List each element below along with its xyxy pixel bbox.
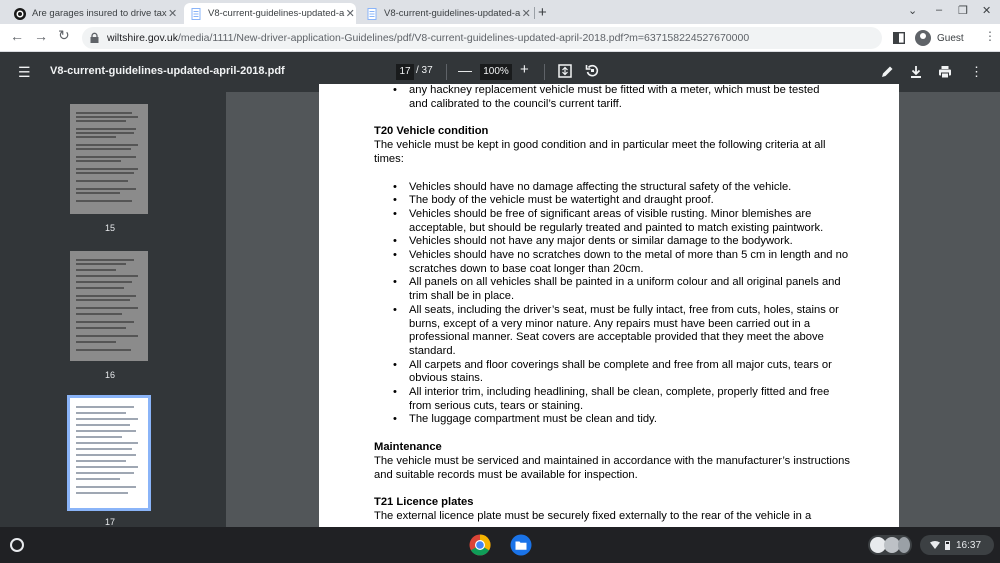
clock: 16:37 [956, 539, 982, 551]
thumbnail-label: 16 [104, 370, 115, 380]
thumbnail-label: 17 [104, 517, 115, 527]
list-item: • Vehicles should not have any major dents or similar damage to the bodywork. [409, 235, 854, 249]
close-tab-icon[interactable]: ✕ [521, 8, 531, 20]
pdf-filename: V8-current-guidelines-updated-april-2018.pdf [50, 65, 285, 77]
print-icon[interactable] [938, 65, 952, 79]
list-item: • Vehicles should be free of significant areas of visible rusting. Minor blemishes are acceptable, but should be regularly treated and painted to match existing paintwork. [409, 208, 854, 235]
page-number-input[interactable]: 17 [396, 64, 414, 80]
toolbar-divider [446, 64, 447, 80]
section-heading-maintenance: Maintenance [374, 441, 442, 454]
thumbnail-label: 15 [104, 223, 115, 233]
wifi-icon [930, 541, 940, 549]
hamburger-icon[interactable]: ☰ [18, 64, 31, 80]
document-favicon-icon [366, 8, 378, 20]
list-item: • The body of the vehicle must be watertight and draught proof. [409, 194, 854, 208]
list-item: • any hackney replacement vehicle must be fitted with a meter, which must be tested and calibrated to the council’s current tariff. [409, 84, 854, 111]
list-item: • All seats, including the driver’s seat, must be fully intact, free from cuts, holes, stains or burns, except of a very minor nature. Any repairs must have been carried out in a professional manner. Seat covers are acceptable provided that they meet the above standard. [409, 304, 854, 359]
files-app-icon[interactable] [510, 534, 532, 556]
more-vert-icon[interactable]: ⋮ [970, 64, 983, 79]
section-body-maintenance: The vehicle must be serviced and maintained in accordance with the manufacturer’s instructions and suitable records must be available for inspection. [374, 454, 850, 481]
close-tab-icon[interactable]: ✕ [345, 8, 355, 20]
bing-favicon-icon [14, 8, 26, 20]
close-tab-icon[interactable]: ✕ [168, 8, 178, 20]
more-vert-icon[interactable]: ⋮ [984, 29, 996, 43]
forward-icon[interactable]: → [34, 28, 48, 44]
tab-title: Are garages insured to drive tax [32, 8, 167, 19]
url-path: /media/1111/New-driver-application-Guidelines/pdf/V8-current-guidelines-updated-april-2018.pdf?m=637158224527670000 [178, 32, 750, 44]
zoom-in-icon[interactable]: + [520, 61, 529, 78]
section-heading-t21: T21 Licence plates [374, 496, 474, 509]
reload-icon[interactable]: ↻ [58, 27, 70, 43]
minimize-icon[interactable]: – [936, 4, 943, 16]
page-content [374, 84, 854, 524]
back-icon[interactable]: ← [10, 28, 24, 44]
page-count: / 37 [416, 65, 433, 76]
browser-toolbar [0, 24, 1000, 52]
toolbar-divider [544, 64, 545, 80]
page-thumbnail-16[interactable] [70, 251, 148, 361]
intro-bullet-list [374, 84, 854, 111]
tab-title: V8-current-guidelines-updated-a [384, 8, 521, 19]
side-panel-icon[interactable] [893, 32, 905, 44]
list-item: • All panels on all vehicles shall be painted in a uniform colour and all original panels and trim shall be in place. [409, 276, 854, 303]
page-thumbnail-17-selected[interactable] [67, 395, 151, 511]
zoom-input[interactable]: 100% [480, 64, 512, 80]
pdf-viewer[interactable] [226, 84, 1000, 527]
tab-title: V8-current-guidelines-updated-a [208, 8, 345, 19]
section-body-t21: The external licence plate must be securely fixed externally to the rear of the vehicle in a [374, 509, 812, 522]
pdf-page [319, 84, 899, 544]
holding-space-tray[interactable] [868, 535, 912, 555]
battery-icon [945, 541, 950, 550]
list-item: • The luggage compartment must be clean and tidy. [409, 413, 854, 427]
page-thumbnail-15[interactable] [70, 104, 148, 214]
list-item: • All interior trim, including headlining, shall be clean, complete, properly fitted and free from serious cuts, tears or staining. [409, 386, 854, 413]
avatar [915, 30, 931, 46]
list-item: • Vehicles should have no scratches down to the metal of more than 5 cm in length and no scratches down to base coat longer than 20cm. [409, 249, 854, 276]
tab-garages[interactable] [8, 3, 180, 24]
launcher-icon[interactable] [10, 538, 24, 552]
tab-pdf-active[interactable] [184, 3, 356, 24]
list-item: • Vehicles should have no damage affecting the structural safety of the vehicle. [409, 181, 854, 195]
tab-divider [534, 7, 535, 19]
new-tab-button[interactable]: + [538, 4, 547, 21]
recent-file-thumbnail [898, 537, 910, 553]
os-shelf [0, 527, 1000, 563]
tab-pdf[interactable] [360, 3, 532, 24]
tab-strip [0, 0, 1000, 24]
profile-label: Guest [937, 32, 964, 44]
url-domain: wiltshire.gov.uk [107, 32, 178, 44]
lock-icon [90, 33, 99, 43]
pen-icon[interactable] [880, 65, 894, 79]
thumbnail-sidebar[interactable] [0, 92, 226, 527]
list-item: • All carpets and floor coverings shall be complete and free from all major cuts, tears or obvious stains. [409, 359, 854, 386]
chrome-app-icon[interactable] [469, 534, 491, 556]
fit-to-page-icon[interactable] [558, 64, 572, 78]
rotate-icon[interactable] [585, 63, 600, 78]
section-body-t20: The vehicle must be kept in good condition and in particular meet the following criteria at all times: [374, 139, 826, 165]
vehicle-condition-list [374, 181, 854, 428]
profile-button[interactable] [915, 28, 964, 48]
restore-icon[interactable]: ❐ [958, 5, 968, 17]
zoom-out-icon[interactable]: — [458, 62, 472, 78]
close-window-icon[interactable]: ✕ [982, 5, 992, 17]
address-bar[interactable] [82, 27, 882, 49]
document-favicon-icon [190, 8, 202, 20]
download-icon[interactable] [909, 65, 923, 79]
status-area[interactable] [920, 535, 994, 555]
tab-search-icon[interactable]: ⌄ [908, 5, 918, 17]
section-heading-t20: T20 Vehicle condition [374, 125, 489, 138]
